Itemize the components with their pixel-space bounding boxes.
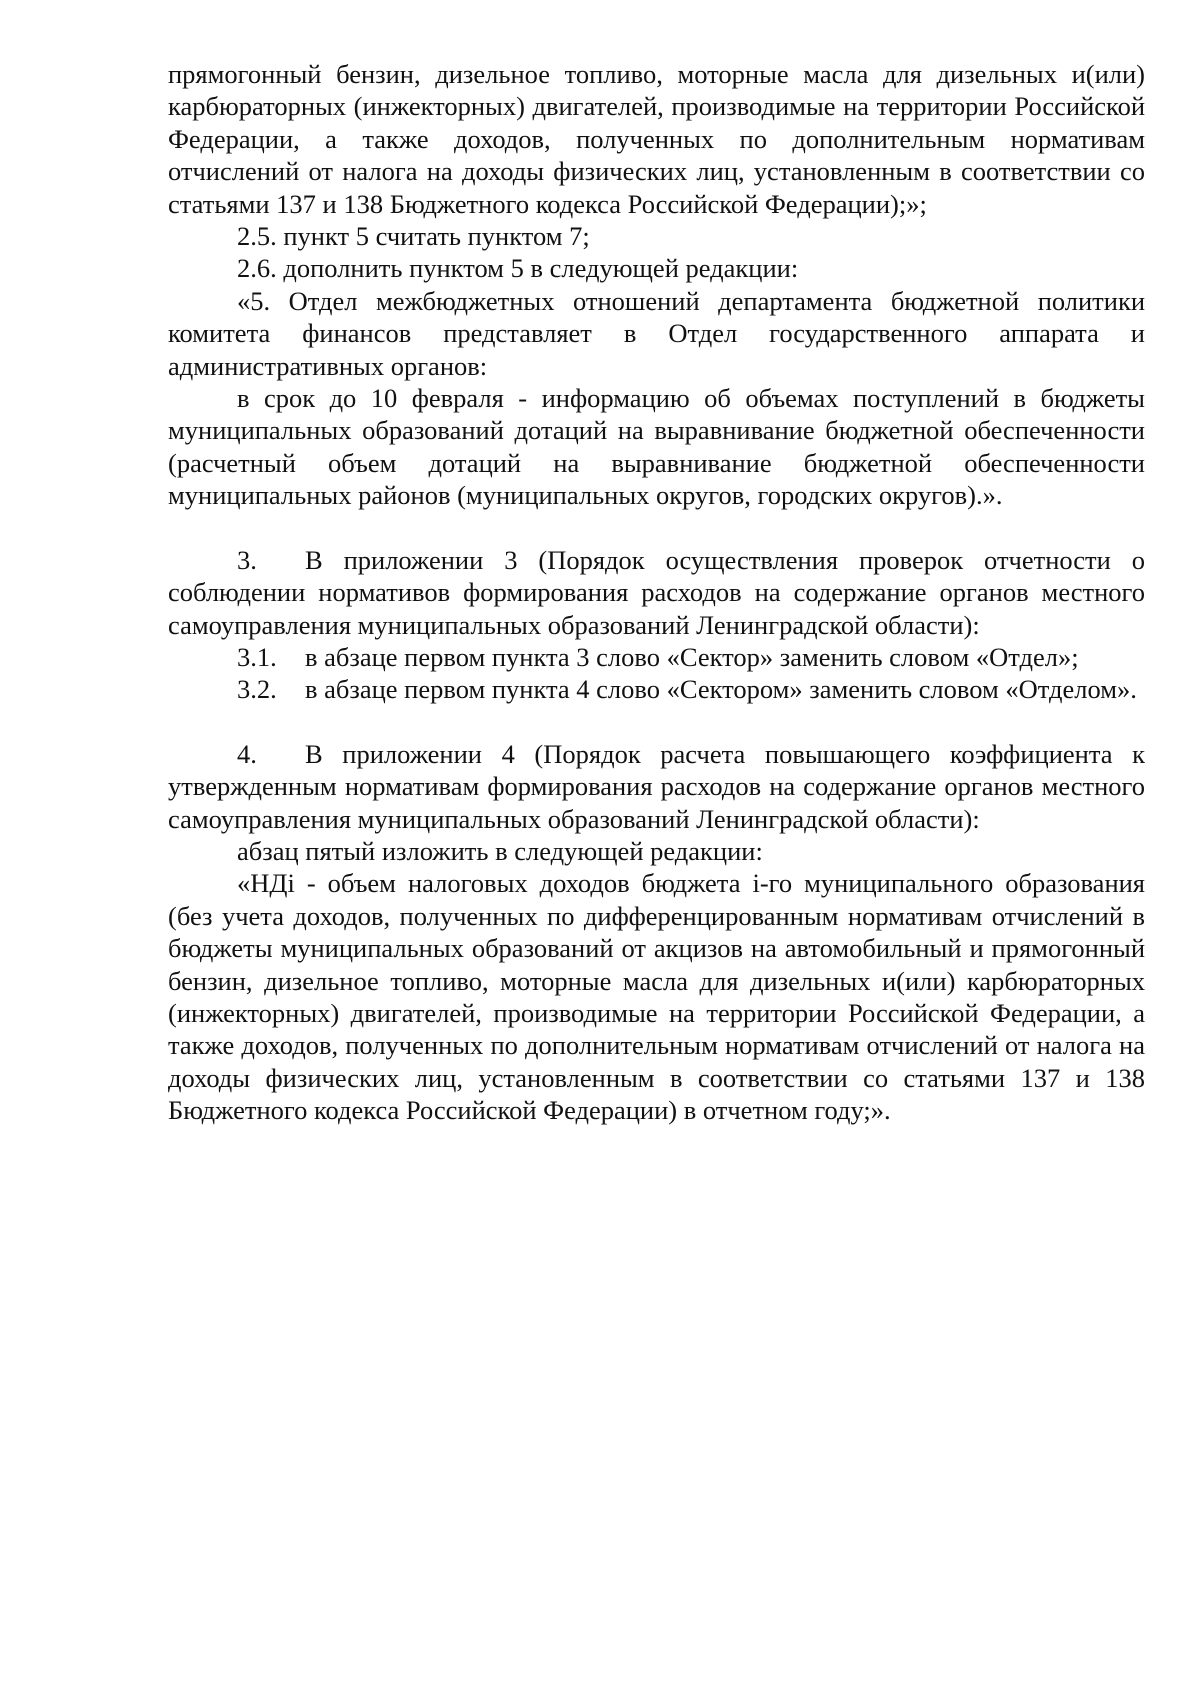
section-4-number: 4. [237,738,257,769]
section-3 [168,544,1145,641]
section-3-2-number: 3.2. [237,674,277,705]
section-3-2-text: в абзаце первом пункта 4 слово «Сектором» заменить словом «Отделом». [305,674,1137,705]
document-body [168,58,1145,1127]
paragraph-gap [168,512,1145,544]
section-4 [168,738,1145,835]
section-4-definition: «НДi - объем налоговых доходов бюджета i-го муниципального образования (без учета доходов, полученных по дифференцированным нормативам отчислений в бюджеты муниципальных образований от акцизов на автомобильный и прямогонный бензин, дизельное топливо, моторные масла для дизельных и(или) карбюраторных (инжекторных) двигателей, производимые на территории Российской Федерации, а также доходов, полученных по дополнительным нормативам отчислений от налога на доходы физических лиц, установленным в соответствии со статьями 137 и 138 Бюджетного кодекса Российской Федерации) в отчетном году;». [168,868,1145,1126]
paragraph-deadline: в срок до 10 февраля - информацию об объемах поступлений в бюджеты муниципальных образований дотаций на выравнивание бюджетной обеспеченности (расчетный объем дотаций на выравнивание бюджетной обеспеченности муниципальных районов (муниципальных округов, городских округов).». [168,383,1145,511]
paragraph-gap [168,706,1145,738]
paragraph-2-5: 2.5. пункт 5 считать пунктом 7; [237,221,590,252]
paragraph-item-5: «5. Отдел межбюджетных отношений департамента бюджетной политики комитета финансов представляет в Отдел государственного аппарата и административных органов: [168,285,1145,381]
section-3-1-number: 3.1. [237,641,277,672]
section-3-text: В приложении 3 (Порядок осуществления проверок отчетности о соблюдении нормативов формирования расходов на содержание органов местного самоуправления муниципальных образований Ленинградской области): [168,544,1145,640]
paragraph-continuation: прямогонный бензин, дизельное топливо, моторные масла для дизельных и(или) карбюраторных (инжекторных) двигателей, производимые на территории Российской Федерации, а также доходов, полученных по дополнительным нормативам отчислений от налога на доходы физических лиц, установленным в соответствии со статьями 137 и 138 Бюджетного кодекса Российской Федерации);»; [168,59,1145,219]
section-3-2 [168,673,1145,705]
section-4-intro: абзац пятый изложить в следующей редакции: [237,835,763,866]
section-3-number: 3. [237,544,257,575]
paragraph-2-6: 2.6. дополнить пунктом 5 в следующей редакции: [237,253,799,284]
section-4-text: В приложении 4 (Порядок расчета повышающего коэффициента к утвержденным нормативам формирования расходов на содержание органов местного самоуправления муниципальных образований Ленинградской области): [168,738,1145,834]
section-3-1 [168,641,1145,673]
section-3-1-text: в абзаце первом пункта 3 слово «Сектор» заменить словом «Отдел»; [305,641,1079,672]
